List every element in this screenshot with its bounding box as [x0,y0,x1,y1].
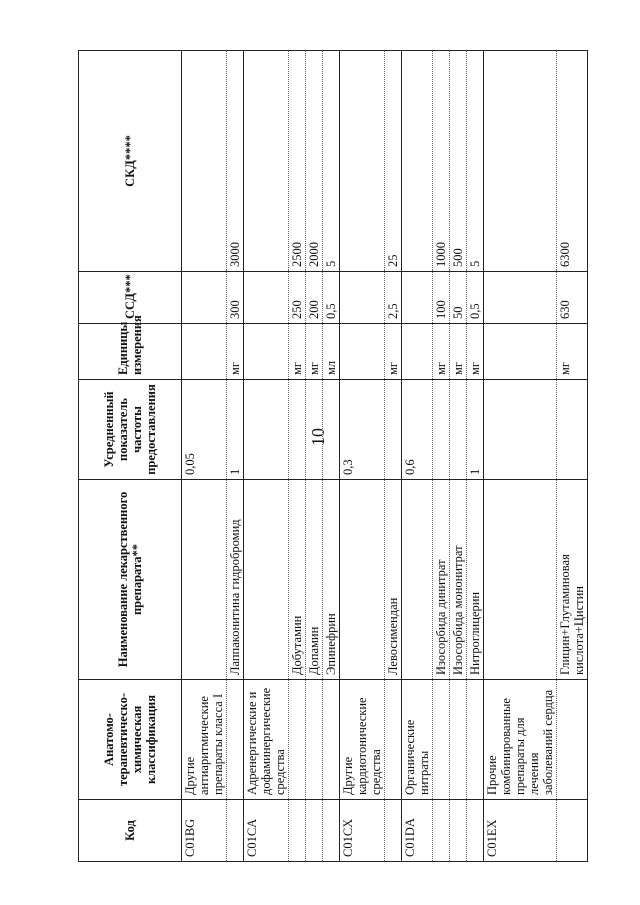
cell-code [385,800,402,862]
cell-drug [182,480,227,680]
header-skd: СКД**** [79,51,182,272]
cell-unit [340,324,385,380]
cell-frequency [450,380,467,480]
cell-ssd: 50 [450,272,467,324]
cell-drug [484,480,557,680]
page-number: 10 [308,428,328,446]
cell-drug: Нитроглицерин [467,480,484,680]
cell-unit [484,324,557,380]
cell-frequency [385,380,402,480]
table-row [450,51,467,862]
cell-drug: Левосимендан [385,480,402,680]
cell-atc: Другие кардиотонические средства [340,680,385,800]
cell-code [306,800,323,862]
cell-atc [467,680,484,800]
cell-ssd: 300 [227,272,244,324]
header-atc: Анатомо-терапевтическо-химическая классификация [79,680,182,800]
cell-atc [450,680,467,800]
cell-skd: 3000 [227,51,244,272]
cell-skd: 6300 [557,51,588,272]
cell-frequency [244,380,289,480]
cell-ssd: 250 [289,272,306,324]
cell-code [323,800,340,862]
cell-skd: 5 [467,51,484,272]
cell-frequency [289,380,306,480]
cell-ssd [402,272,433,324]
cell-ssd [182,272,227,324]
cell-unit [182,324,227,380]
header-row [79,51,182,862]
cell-ssd [244,272,289,324]
table-row [484,51,557,862]
cell-frequency: 1 [227,380,244,480]
cell-code [433,800,450,862]
header-ssd: ССД*** [79,272,182,324]
cell-frequency [323,380,340,480]
cell-ssd [484,272,557,324]
table-row [402,51,433,862]
header-code: Код [79,800,182,862]
cell-unit: мг [289,324,306,380]
cell-skd [484,51,557,272]
cell-unit [402,324,433,380]
cell-code [289,800,306,862]
cell-atc [227,680,244,800]
cell-atc [557,680,588,800]
cell-unit: мг [385,324,402,380]
cell-frequency: 0,05 [182,380,227,480]
cell-frequency [484,380,557,480]
table-row [182,51,227,862]
cell-skd [182,51,227,272]
table-body [182,51,588,862]
cell-skd [402,51,433,272]
cell-skd: 25 [385,51,402,272]
cell-skd: 2500 [289,51,306,272]
cell-ssd: 100 [433,272,450,324]
cell-skd [244,51,289,272]
cell-code: C01DA [402,800,433,862]
cell-skd [340,51,385,272]
table-row [385,51,402,862]
cell-drug: Изосорбида мононитрат [450,480,467,680]
table-row [289,51,306,862]
cell-frequency: 1 [467,380,484,480]
cell-drug: Добутамин [289,480,306,680]
table-row [467,51,484,862]
drug-table [78,50,588,862]
cell-ssd [340,272,385,324]
cell-atc [323,680,340,800]
cell-code [467,800,484,862]
drug-table-rotated [78,50,586,862]
cell-skd: 1000 [433,51,450,272]
cell-atc: Адренергические и дофаминергические средства [244,680,289,800]
cell-frequency [557,380,588,480]
cell-skd: 5 [323,51,340,272]
cell-frequency [306,380,323,480]
cell-skd: 2000 [306,51,323,272]
cell-ssd: 630 [557,272,588,324]
header-unit: Единицы измерения [79,324,182,380]
cell-code [557,800,588,862]
cell-drug: Глицин+Глутаминовая кислота+Цистин [557,480,588,680]
cell-code [450,800,467,862]
cell-code: C01BG [182,800,227,862]
table-row [244,51,289,862]
header-frequency: Усредненный показатель частоты предоставления [79,380,182,480]
cell-frequency: 0,6 [402,380,433,480]
table-row [557,51,588,862]
table-row [323,51,340,862]
cell-drug: Допамин [306,480,323,680]
cell-atc [306,680,323,800]
cell-code: C01CA [244,800,289,862]
table-row [433,51,450,862]
cell-frequency [433,380,450,480]
cell-atc [289,680,306,800]
cell-code: C01CX [340,800,385,862]
cell-atc: Прочие комбинированные препараты для лечения заболеваний сердца [484,680,557,800]
cell-atc: Органические нитраты [402,680,433,800]
cell-ssd: 2,5 [385,272,402,324]
table-row [340,51,385,862]
cell-unit: мл [323,324,340,380]
cell-ssd: 200 [306,272,323,324]
cell-drug: Эпинефрин [323,480,340,680]
cell-unit: мг [227,324,244,380]
cell-atc [433,680,450,800]
cell-unit: мг [433,324,450,380]
header-drug: Наименование лекарственного препарата** [79,480,182,680]
cell-code [227,800,244,862]
cell-ssd: 0,5 [323,272,340,324]
cell-frequency: 0,3 [340,380,385,480]
cell-drug: Изосорбида динитрат [433,480,450,680]
cell-unit: мг [557,324,588,380]
cell-unit: мг [450,324,467,380]
cell-unit: мг [306,324,323,380]
cell-drug [402,480,433,680]
cell-drug: Лаппаконитина гидробромид [227,480,244,680]
cell-drug [244,480,289,680]
cell-atc: Другие антиаритмические препараты класса I [182,680,227,800]
cell-unit: мг [467,324,484,380]
cell-atc [385,680,402,800]
cell-skd: 500 [450,51,467,272]
table-row [306,51,323,862]
cell-code: C01EX [484,800,557,862]
table-row [227,51,244,862]
cell-drug [340,480,385,680]
cell-ssd: 0,5 [467,272,484,324]
cell-unit [244,324,289,380]
